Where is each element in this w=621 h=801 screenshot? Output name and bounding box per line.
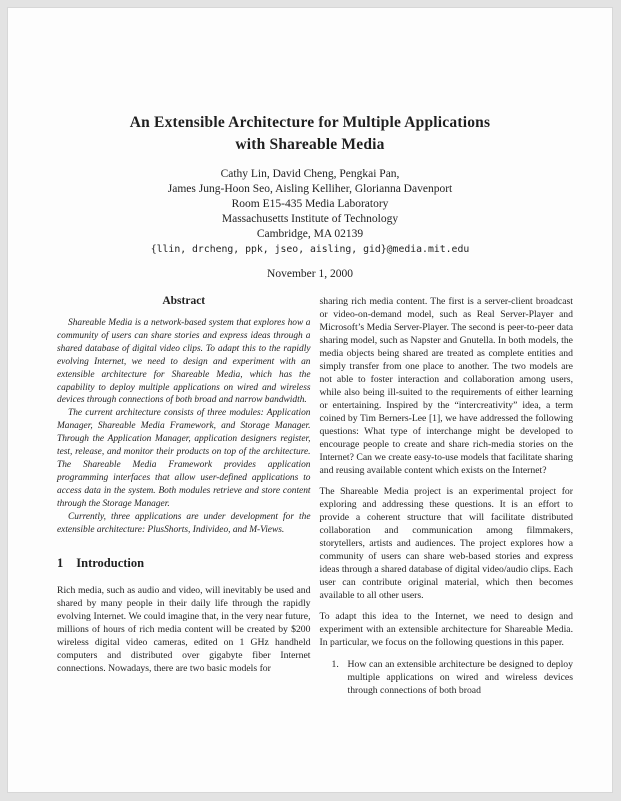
abstract-paragraph-3: Currently, three applications are under development for the extensible architecture: PlusShorts, Individeo, and M-Views.: [57, 511, 311, 535]
paper-title: [8, 112, 612, 156]
author-emails: {llin, drcheng, ppk, jseo, aisling, gid}@media.mit.edu: [150, 244, 470, 255]
left-column: [57, 295, 311, 697]
author-line-2: James Jung-Hoon Seo, Aisling Kelliher, Glorianna Davenport: [167, 183, 453, 195]
introduction-paragraph-2: The Shareable Media project is an experimental project for exploring and addressing these questions. It is an effort to provide a coherent structure that will facilitate distributed collaboration and communication among filmmakers, storytellers, artists and audiences. The project explores how a community of users can share web-based stories and express ideas through a shared database of digital video/audio clips. Each user can contribute original material, which then becomes available to all other users.: [319, 486, 573, 601]
section-1-title: Introduction: [76, 556, 145, 571]
paper-header: [8, 8, 612, 280]
abstract-heading: Abstract: [162, 295, 206, 307]
two-column-body: [57, 295, 573, 697]
paper-page: [8, 8, 612, 792]
affiliation-room: Room E15-435 Media Laboratory: [231, 198, 389, 210]
section-1-heading: [57, 556, 311, 571]
question-list-item-1-text: How can an extensible architecture be designed to deploy multiple applications on wired and wireless devices through connections of both broad: [347, 659, 573, 696]
introduction-paragraph-3: To adapt this idea to the Internet, we need to design and experiment with an extensible architecture for Shareable Media. In particular, we focus on the following questions in this paper.: [319, 611, 573, 648]
right-column: [320, 295, 574, 697]
paper-title-line2: with Shareable Media: [235, 136, 385, 153]
question-list-item-1: [320, 658, 574, 697]
paper-date: November 1, 2000: [267, 268, 353, 280]
author-line-1: Cathy Lin, David Cheng, Pengkai Pan,: [220, 168, 400, 180]
affiliation-institute: Massachusetts Institute of Technology: [221, 213, 399, 225]
introduction-paragraph-1: Rich media, such as audio and video, will inevitably be used and shared by many people in their daily life through the rapidly evolving Internet. We could imagine that, in the very near future, millions of hours of rich media content will be created by $200 wireless digital video cameras, edited on 1 GHz handheld computers and distributed over gigabyte fiber Internet connections. Nowadays, there are two basic models for: [57, 585, 311, 675]
introduction-paragraph-1-continued: sharing rich media content. The first is a server-client broadcast or video-on-demand model, such as Real Server-Player and Microsoft’s Media Server-Player. The second is peer-to-peer data sharing model, such as Napster and Gnutella. In both models, the media objects being shared are treated as complete entities and simply transfer from one place to another. The two models are not able to foster interaction and collaboration among users, while also being ill-suited to the requirements of either learning or entertaining. Inspired by the “intercreativity” idea, a term coined by Tim Berners-Lee [1], we have addressed the following questions: What type of interchange might be developed to encourage people to create and share rich-media stories on the Internet? Can we create easy-to-use models that facilitate sharing and reusing available content which exists on the Internet?: [319, 296, 573, 476]
affiliation-city: Cambridge, MA 02139: [256, 228, 364, 240]
author-block: [8, 167, 612, 257]
abstract-paragraph-1: Shareable Media is a network-based system that explores how a community of users can share stories and express ideas through a shared database of digital video clips. To adapt this to the rapidly evolving Internet, we need to design and experiment with an extensible architecture for Shareable Media, which has the capability to deploy multiple applications on wired and wireless devices through connections of both broad and narrow bandwidth.: [57, 318, 311, 406]
question-list-item-1-number: 1.: [331, 659, 339, 670]
section-1-number: 1: [57, 556, 64, 571]
paper-title-line1: An Extensible Architecture for Multiple Applications: [129, 114, 491, 131]
abstract-paragraph-2: The current architecture consists of three modules: Application Manager, Shareable Media Framework, and Storage Manager. Through the Application Manager, application designers register, test, release, and monitor their products on top of the architecture. The Shareable Media Framework provides application programming interfaces that allow user-defined applications to access data in the system. Both modules retrieve and store content through the Storage Manager.: [57, 408, 311, 509]
